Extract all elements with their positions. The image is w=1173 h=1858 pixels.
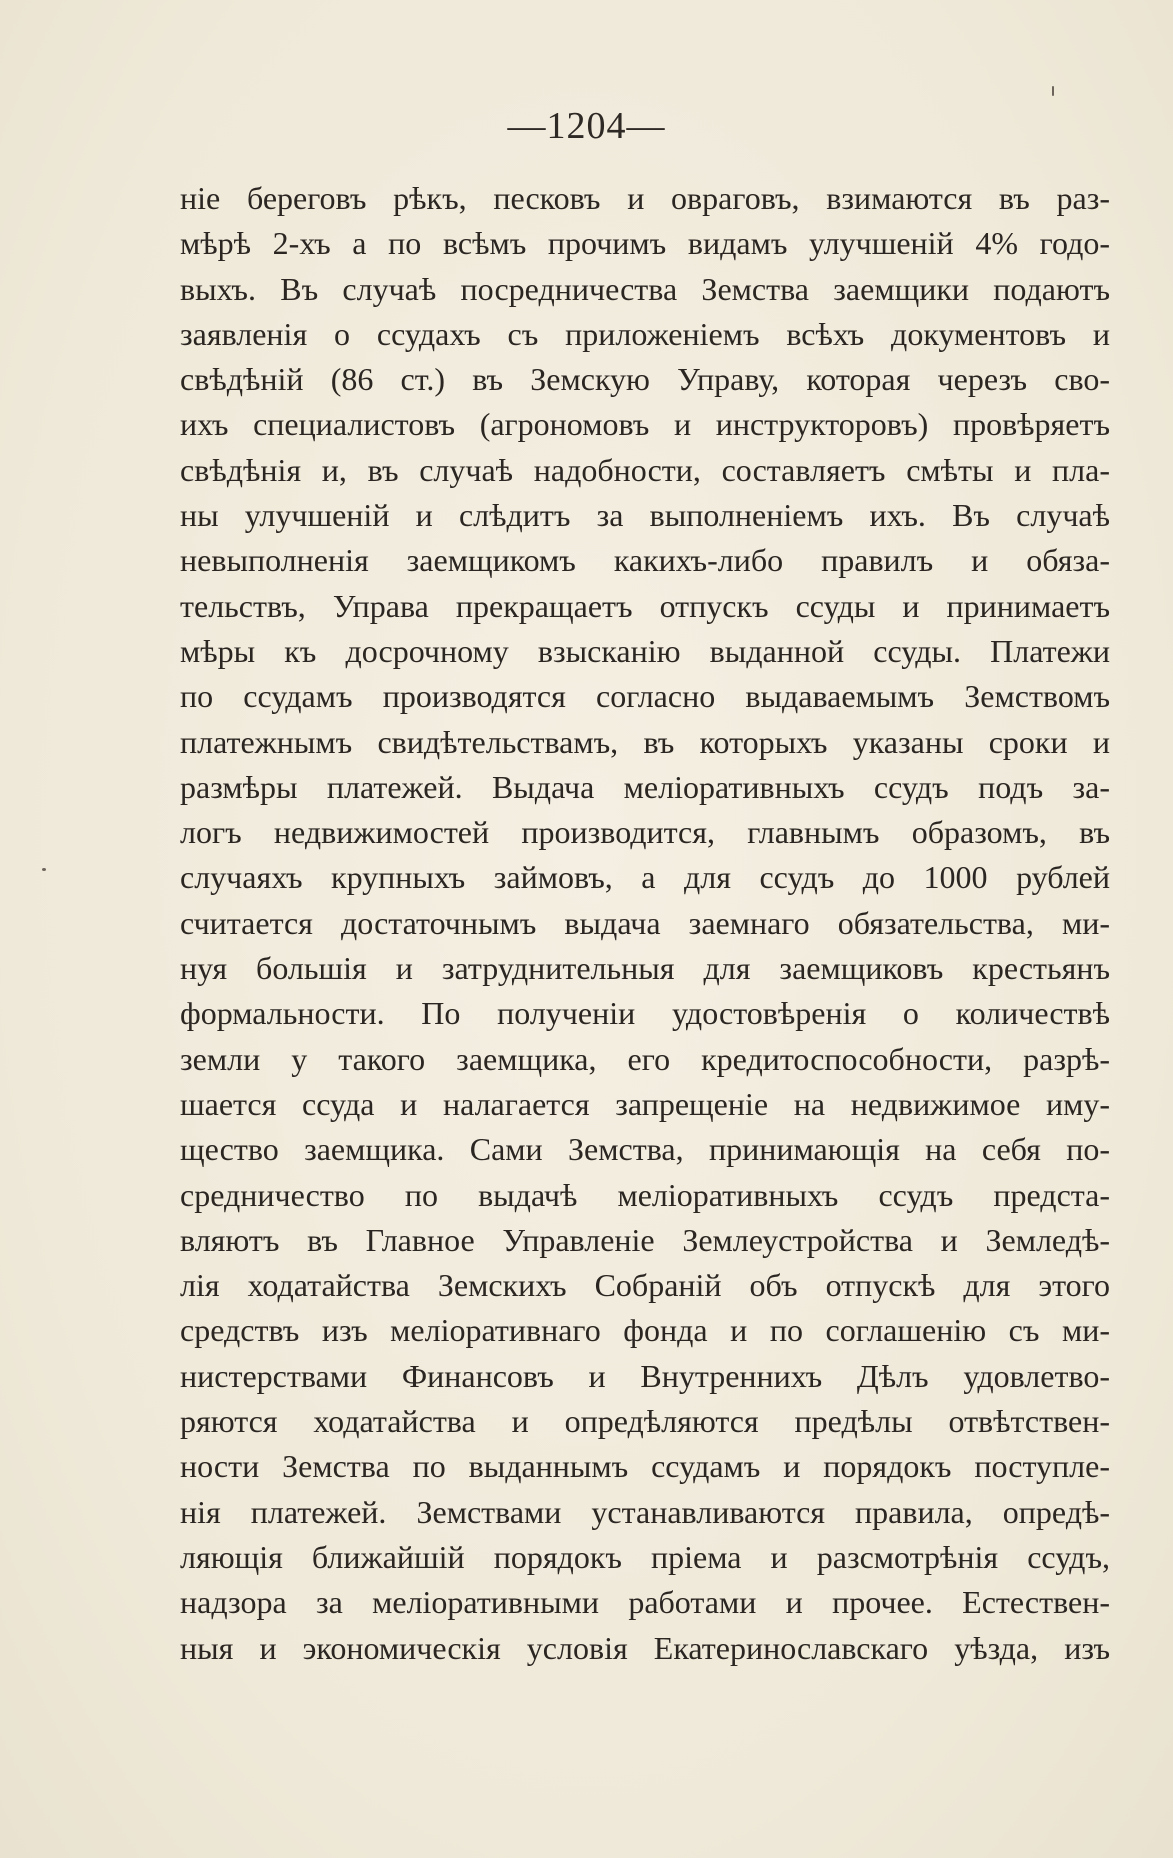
text-line: по ссудамъ производятся согласно выдаваемымъ Земствомъ — [180, 678, 1110, 715]
text-line: лія ходатайства Земскихъ Собраній объ отпускѣ для этого — [180, 1267, 1110, 1304]
text-line: ихъ специалистовъ (агрономовъ и инструкторовъ) провѣряетъ — [180, 406, 1110, 443]
text-line: считается достаточнымъ выдача заемнаго обязательства, ми- — [180, 904, 1110, 941]
text-line: нистерствами Финансовъ и Внутреннихъ Дѣлъ удовлетво- — [180, 1357, 1110, 1394]
text-line: средствъ изъ меліоративнаго фонда и по соглашенію съ ми- — [180, 1312, 1110, 1349]
text-line: тельствъ, Управа прекращаетъ отпускъ ссуды и принимаетъ — [180, 587, 1110, 624]
text-line: нія платежей. Земствами устанавливаются правила, опредѣ- — [180, 1493, 1110, 1530]
text-line: размѣры платежей. Выдача меліоративныхъ ссудъ подъ за- — [180, 768, 1110, 805]
text-line: свѣдѣнія и, въ случаѣ надобности, составляетъ смѣты и пла- — [180, 451, 1110, 488]
paper-speck — [42, 868, 46, 871]
text-line: ряются ходатайства и опредѣляются предѣлы отвѣтствен- — [180, 1403, 1110, 1440]
text-line: ніе береговъ рѣкъ, песковъ и овраговъ, взимаются въ раз- — [180, 180, 1110, 216]
text-line: выхъ. Въ случаѣ посредничества Земства заемщики подаютъ — [180, 270, 1110, 307]
body-text — [180, 176, 1110, 1671]
text-line: средничество по выдачѣ меліоративныхъ ссудъ предста- — [180, 1176, 1110, 1213]
text-line: ляющія ближайшій порядокъ пріема и разсмотрѣнія ссудъ, — [180, 1538, 1110, 1575]
text-line: ности Земства по выданнымъ ссудамъ и порядокъ поступле- — [180, 1448, 1110, 1485]
text-line: шается ссуда и налагается запрещеніе на недвижимое иму- — [180, 1085, 1110, 1122]
text-line: нуя большія и затруднительныя для заемщиковъ крестьянъ — [180, 950, 1110, 987]
text-line: свѣдѣній (86 ст.) въ Земскую Управу, которая черезъ сво- — [180, 361, 1110, 398]
text-line: формальности. По полученіи удостовѣренія о количествѣ — [180, 995, 1110, 1032]
text-line: мѣры къ досрочному взысканію выданной ссуды. Платежи — [180, 632, 1110, 669]
text-line: логъ недвижимостей производится, главнымъ образомъ, въ — [180, 814, 1110, 851]
text-line: щество заемщика. Сами Земства, принимающія на себя по- — [180, 1131, 1110, 1168]
paper-speck — [1052, 86, 1054, 96]
text-line: надзора за меліоративными работами и прочее. Естествен- — [180, 1584, 1110, 1621]
page-number: —1204— — [507, 105, 666, 147]
text-line: ныя и экономическія условія Екатеринославскаго уѣзда, изъ — [180, 1629, 1110, 1666]
text-line: невыполненія заемщикомъ какихъ-либо правилъ и обяза- — [180, 542, 1110, 579]
text-line: заявленія о ссудахъ съ приложеніемъ всѣхъ документовъ и — [180, 315, 1110, 352]
text-line: мѣрѣ 2-хъ а по всѣмъ прочимъ видамъ улучшеній 4% годо- — [180, 225, 1110, 262]
text-line: вляютъ въ Главное Управленіе Землеустройства и Земледѣ- — [180, 1221, 1110, 1258]
text-line: земли у такого заемщика, его кредитоспособности, разрѣ- — [180, 1040, 1110, 1077]
text-line: платежнымъ свидѣтельствамъ, въ которыхъ указаны сроки и — [180, 723, 1110, 760]
text-line: ны улучшеній и слѣдитъ за выполненіемъ ихъ. Въ случаѣ — [180, 497, 1110, 534]
text-line: случаяхъ крупныхъ займовъ, а для ссудъ до 1000 рублей — [180, 859, 1110, 896]
